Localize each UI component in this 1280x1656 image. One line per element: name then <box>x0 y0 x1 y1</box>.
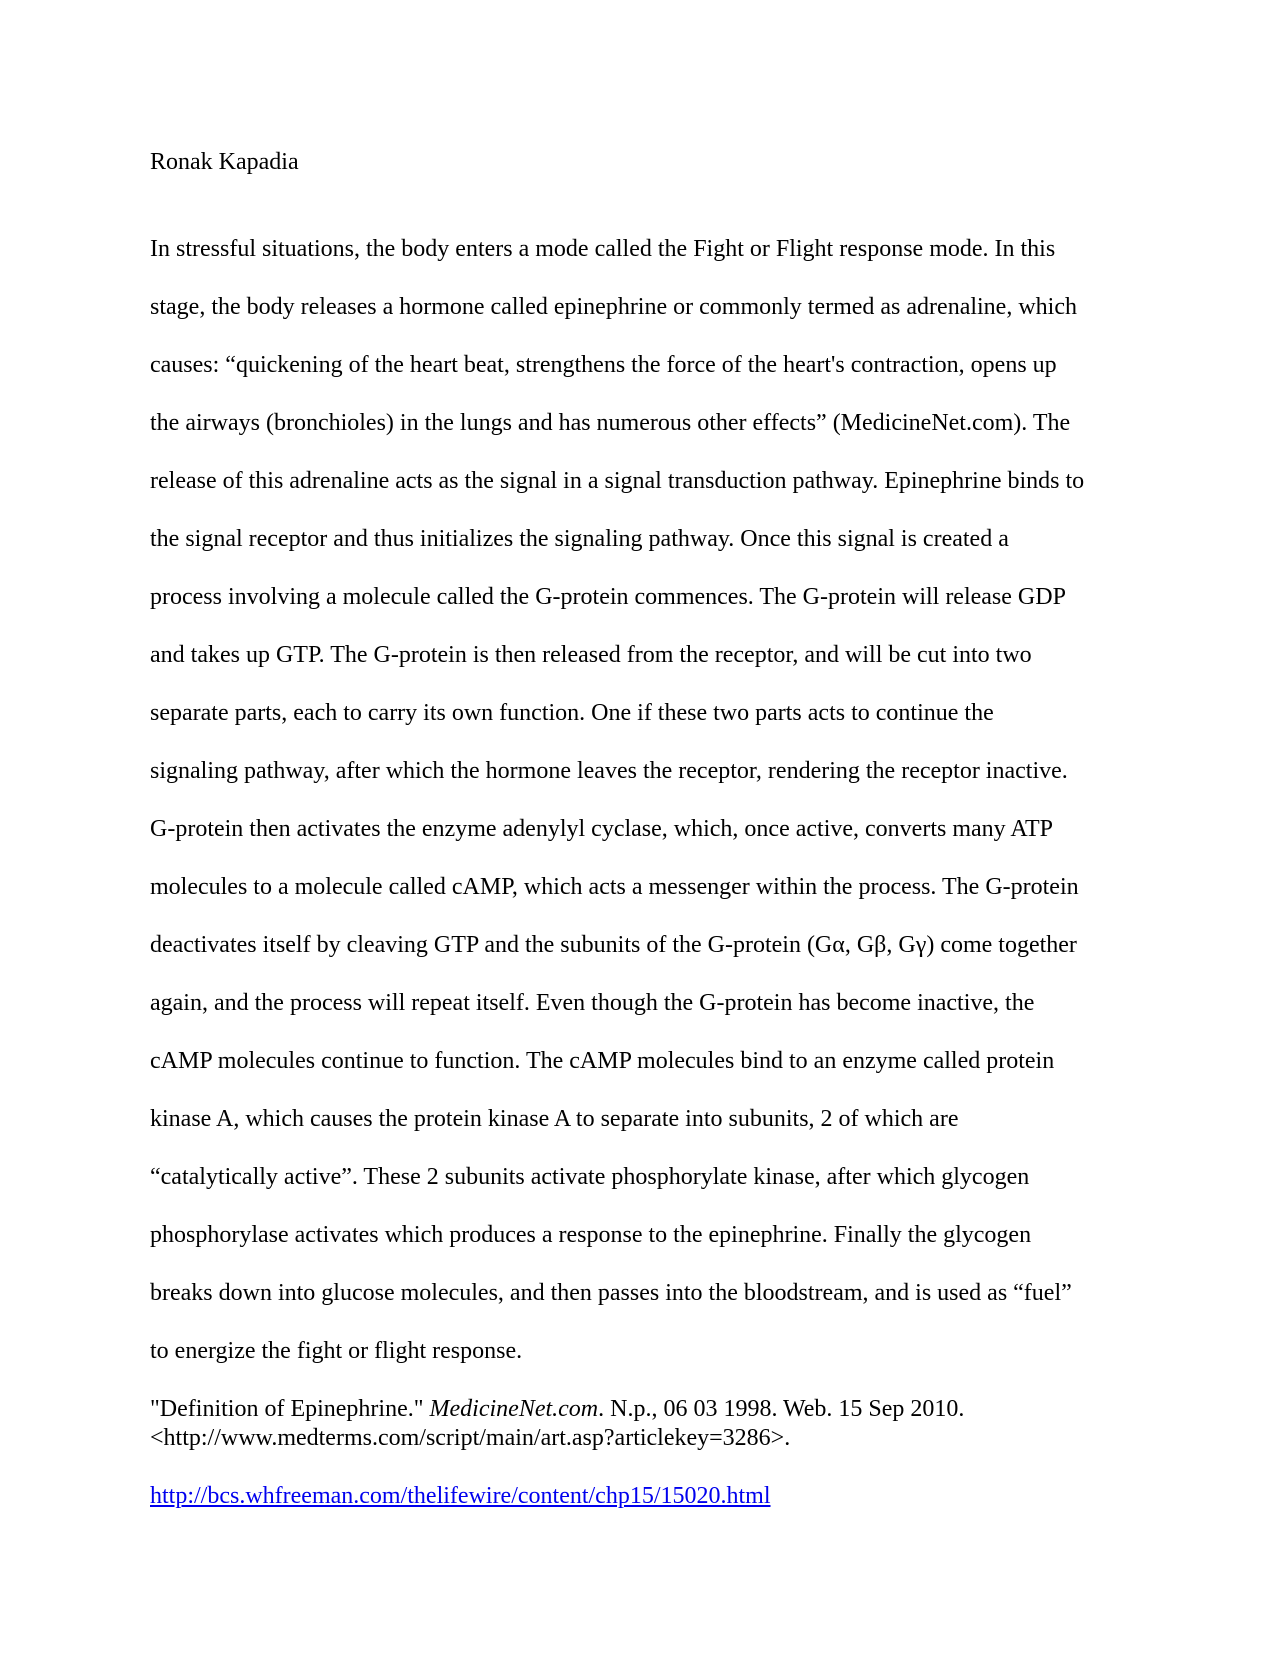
citation <box>150 1395 1140 1453</box>
citation-title: "Definition of Epinephrine." <box>150 1396 430 1422</box>
author-name: Ronak Kapadia <box>150 149 299 175</box>
body-line: and takes up GTP. The G-protein is then released from the receptor, and will be cut into two <box>150 642 1032 668</box>
body-line: the signal receptor and thus initializes the signaling pathway. Once this signal is created a <box>150 526 1009 552</box>
body-line: to energize the fight or flight response. <box>150 1338 523 1364</box>
citation-details: . N.p., 06 03 1998. Web. 15 Sep 2010. <box>598 1396 965 1422</box>
citation-source: MedicineNet.com <box>429 1396 599 1422</box>
body-line: phosphorylase activates which produces a response to the epinephrine. Finally the glycogen <box>150 1222 1032 1248</box>
document-page <box>150 148 1140 1511</box>
body-line: deactivates itself by cleaving GTP and the subunits of the G-protein (Gα, Gβ, Gγ) come together <box>150 932 1077 958</box>
body-line: “catalytically active”. These 2 subunits activate phosphorylate kinase, after which glycogen <box>150 1164 1030 1190</box>
body-line: kinase A, which causes the protein kinase A to separate into subunits, 2 of which are <box>150 1106 959 1132</box>
body-line: cAMP molecules continue to function. The cAMP molecules bind to an enzyme called protein <box>150 1048 1055 1074</box>
body-line: In stressful situations, the body enters a mode called the Fight or Flight response mode. In this <box>150 236 1056 262</box>
body-line: causes: “quickening of the heart beat, strengthens the force of the heart's contraction, opens up <box>150 352 1057 378</box>
citation-url: <http://www.medterms.com/script/main/art.asp?articlekey=3286>. <box>150 1425 791 1451</box>
body-line: release of this adrenaline acts as the signal in a signal transduction pathway. Epinephrine binds to <box>150 468 1085 494</box>
body-line: process involving a molecule called the G-protein commences. The G-protein will release GDP <box>150 584 1066 610</box>
body-line: separate parts, each to carry its own function. One if these two parts acts to continue the <box>150 700 994 726</box>
body-line: G-protein then activates the enzyme adenylyl cyclase, which, once active, converts many ATP <box>150 816 1054 842</box>
body-line: the airways (bronchioles) in the lungs and has numerous other effects” (MedicineNet.com). The <box>150 410 1071 436</box>
body-line: molecules to a molecule called cAMP, which acts a messenger within the process. The G-protein <box>150 874 1079 900</box>
body-line: signaling pathway, after which the hormone leaves the receptor, rendering the receptor inactive. <box>150 758 1068 784</box>
body-line: again, and the process will repeat itself. Even though the G-protein has become inactive, the <box>150 990 1035 1016</box>
reference-link-paragraph <box>150 1482 1140 1511</box>
body-line: stage, the body releases a hormone called epinephrine or commonly termed as adrenaline, which <box>150 294 1077 320</box>
body-line: breaks down into glucose molecules, and then passes into the bloodstream, and is used as “fuel” <box>150 1280 1072 1306</box>
reference-link[interactable]: http://bcs.whfreeman.com/thelifewire/content/chp15/15020.html <box>150 1483 771 1509</box>
citation-line <box>150 1395 1140 1424</box>
body-paragraph <box>150 206 1140 1366</box>
